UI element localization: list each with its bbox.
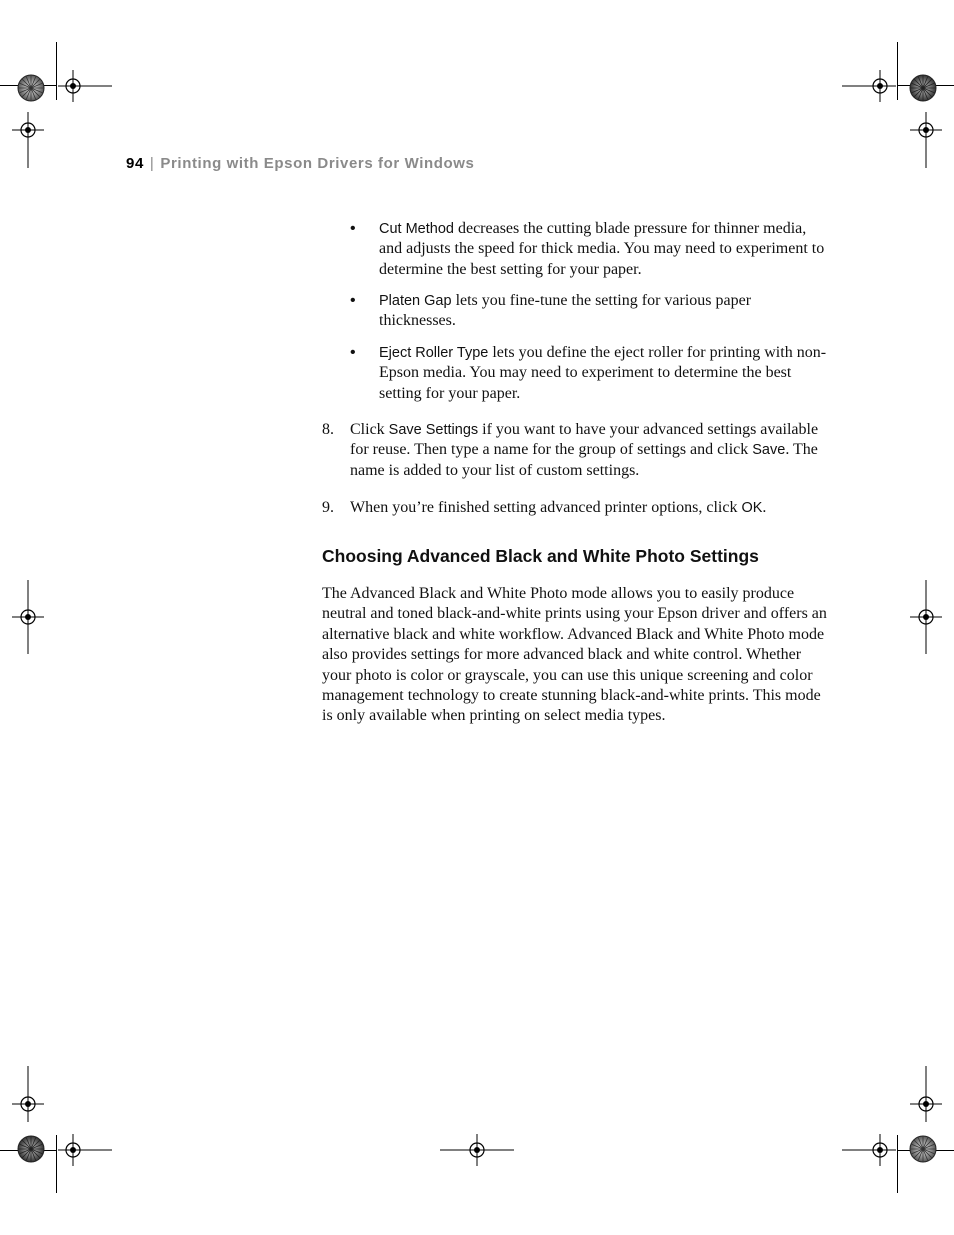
crop-mark-line (897, 42, 898, 100)
star-target-icon (909, 74, 937, 102)
crop-mark-line (56, 42, 57, 100)
star-target-icon (909, 1135, 937, 1163)
star-target-icon (17, 1135, 45, 1163)
step-text: . (762, 499, 767, 516)
ui-term: Cut Method (379, 221, 454, 237)
registration-mark-icon (842, 70, 896, 102)
registration-mark-icon (440, 1134, 514, 1166)
bullet-text: lets you fine-tune the setting for various paper thicknesses. (379, 292, 752, 330)
ui-term: Save (752, 442, 786, 459)
step-text: Click (350, 421, 389, 438)
bullet-icon: • (350, 344, 356, 361)
ui-term: OK (741, 500, 763, 516)
bullet-text: lets you define the eject roller for printing with non-Epson media. You may need to experiment to determine the best setting for your paper. (379, 344, 827, 402)
registration-mark-icon (12, 580, 44, 654)
registration-mark-icon (58, 1134, 112, 1166)
bullet-item-platen-gap (350, 291, 830, 332)
bullet-icon: • (350, 292, 356, 309)
section-paragraph: The Advanced Black and White Photo mode allows you to easily produce neutral and toned black-and-white prints using your Epson driver and offers an alternative black and white workflow. Advanced Black and White Photo mode also provides settings for more advanced black and white control. Whether your photo is color or grayscale, you can use this unique screening and color management technology to create stunning black-and-white prints. This mode is only available when printing on select media types. (322, 585, 827, 725)
ui-term: Platen Gap (379, 293, 452, 309)
registration-mark-icon (910, 580, 942, 654)
crop-mark-line (56, 1135, 57, 1193)
ui-term: Save Settings (388, 422, 479, 438)
registration-mark-icon (910, 112, 942, 168)
chapter-title: Printing with Epson Drivers for Windows (160, 155, 475, 172)
bullet-item-eject-roller-type (350, 343, 830, 404)
bullet-item-cut-method (350, 219, 830, 280)
page-number: 94 (126, 155, 144, 172)
header-separator: | (149, 155, 155, 172)
step-number: 9. (322, 499, 334, 516)
bullet-icon: • (350, 220, 356, 237)
step-8 (322, 420, 832, 481)
star-target-icon (17, 74, 45, 102)
registration-mark-icon (58, 70, 112, 102)
bullet-text: decreases the cutting blade pressure for thinner media, and adjusts the speed for thick media. You may need to experiment to determine the best setting for your paper. (379, 220, 825, 278)
running-header (126, 155, 475, 172)
step-text: if you want to have your advanced settings available for reuse. Then type a name for the group of settings and click (350, 421, 819, 459)
registration-mark-icon (910, 1066, 942, 1122)
crop-mark-line (897, 1135, 898, 1193)
step-text: When you’re finished setting advanced printer options, click (350, 499, 742, 516)
step-9 (322, 498, 832, 518)
ui-term: Eject Roller Type (379, 345, 489, 361)
registration-mark-icon (842, 1134, 896, 1166)
step-number: 8. (322, 421, 334, 438)
registration-mark-icon (12, 1066, 44, 1122)
registration-mark-icon (12, 112, 44, 168)
section-heading: Choosing Advanced Black and White Photo Settings (322, 546, 759, 566)
step-text: . The name is added to your list of custom settings. (350, 441, 818, 479)
